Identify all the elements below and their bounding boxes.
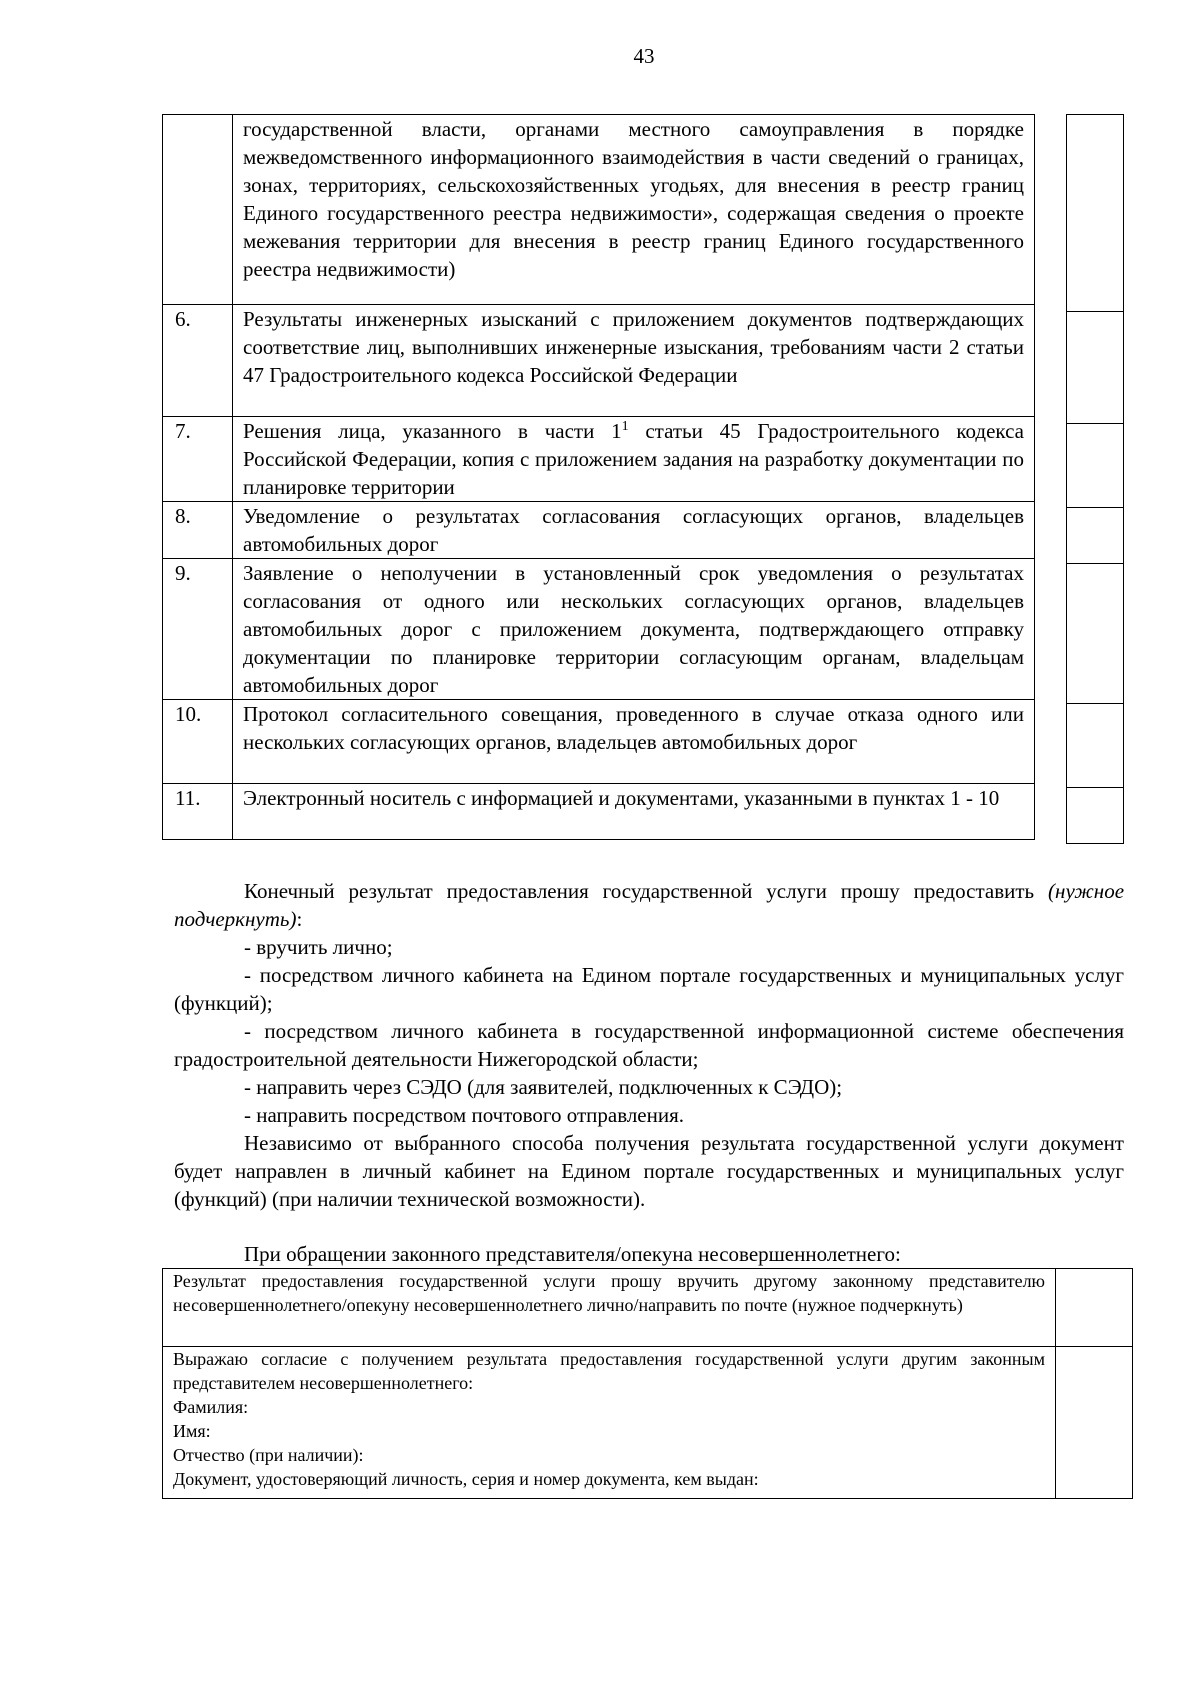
patronymic-label: Отчество (при наличии): — [173, 1445, 364, 1465]
table-row — [163, 305, 1035, 417]
result-intro-colon: : — [296, 907, 303, 931]
row-text — [233, 417, 1035, 502]
superscript: 1 — [621, 419, 629, 434]
row-text-part: Решения лица, указанного в части 1 — [243, 419, 622, 443]
representative-consent-checkbox[interactable] — [1056, 1347, 1133, 1499]
table-row — [163, 559, 1035, 700]
representative-delivery-checkbox[interactable] — [1056, 1269, 1133, 1347]
checkbox-cell[interactable] — [1066, 114, 1124, 312]
result-option: - вручить лично; — [244, 935, 393, 959]
table-row — [163, 784, 1035, 840]
table-row — [163, 417, 1035, 502]
row-number: 7. — [163, 417, 233, 502]
table-row — [163, 115, 1035, 305]
row-number: 8. — [163, 502, 233, 559]
table-row — [163, 502, 1035, 559]
result-option: - направить через СЭДО (для заявителей, подключенных к СЭДО); — [244, 1075, 843, 1099]
surname-label: Фамилия: — [173, 1397, 249, 1417]
row-text: Протокол согласительного совещания, проведенного в случае отказа одного или нескольких согласующих органов, владельцев автомобильных дорог — [233, 700, 1035, 784]
result-option: - посредством личного кабинета на Едином портале государственных и муниципальных услуг (функций); — [174, 963, 1124, 1015]
result-note: Независимо от выбранного способа получения результата государственной услуги документ будет направлен в личный кабинет на Едином портале государственных и муниципальных услуг (функций) (при наличии технической возможности). — [174, 1131, 1124, 1211]
row-text: государственной власти, органами местного самоуправления в порядке межведомственного информационного взаимодействия в части сведений о границах, зонах, территориях, сельскохозяйственных угодьях, для внесения в реестр границ Единого государственного реестра недвижимости», содержащая сведения о проекте межевания территории для внесения в реестр границ Единого государственного реестра недвижимости) — [233, 115, 1035, 305]
checkbox-cell[interactable] — [1066, 423, 1124, 508]
representative-heading: При обращении законного представителя/опекуна несовершеннолетнего: — [244, 1242, 901, 1266]
consent-text: Выражаю согласие с получением результата предоставления государственной услуги другим законным представителем несовершеннолетнего: — [173, 1349, 1045, 1393]
row-text-part: статьи 45 Градостроительного кодекса Российской Федерации, копия с приложением задания на разработку документации по планировке территории — [243, 419, 1024, 499]
table-row — [163, 1347, 1133, 1499]
checkbox-cell[interactable] — [1066, 703, 1124, 788]
row-text: Результаты инженерных изысканий с приложением документов подтверждающих соответствие лиц, выполнивших инженерные изыскания, требованиям части 2 статьи 47 Градостроительного кодекса Российской Федерации — [233, 305, 1035, 417]
checkbox-cell[interactable] — [1066, 787, 1124, 844]
row-text: Уведомление о результатах согласования согласующих органов, владельцев автомобильных дорог — [233, 502, 1035, 559]
table-row — [163, 1269, 1133, 1347]
row-number — [163, 115, 233, 305]
documents-table — [162, 114, 1035, 840]
row-number: 9. — [163, 559, 233, 700]
row-number: 11. — [163, 784, 233, 840]
page-number: 43 — [633, 44, 655, 68]
name-label: Имя: — [173, 1421, 211, 1441]
row-text: Электронный носитель с информацией и документами, указанными в пунктах 1 - 10 — [233, 784, 1035, 840]
row-number: 10. — [163, 700, 233, 784]
checkbox-column — [1066, 114, 1124, 844]
checkbox-cell[interactable] — [1066, 507, 1124, 564]
id-document-label: Документ, удостоверяющий личность, серия и номер документа, кем выдан: — [173, 1469, 759, 1489]
row-number: 6. — [163, 305, 233, 417]
result-option: - посредством личного кабинета в государственной информационной системе обеспечения градостроительной деятельности Нижегородской области; — [174, 1019, 1124, 1071]
representative-consent-cell — [163, 1347, 1056, 1499]
result-intro — [174, 877, 1124, 933]
result-intro-note: (нужное подчеркнуть) — [174, 879, 1125, 931]
representative-table — [162, 1268, 1133, 1499]
table-row — [163, 700, 1035, 784]
row-text: Заявление о неполучении в установленный срок уведомления о результатах согласования от одного или нескольких согласующих органов, владельцев автомобильных дорог с приложением документа, подтверждающего отправку документации по планировке территории согласующим органам, владельцам автомобильных дорог — [233, 559, 1035, 700]
representative-delivery-text: Результат предоставления государственной услуги прошу вручить другому законному представителю несовершеннолетнего/опекуну несовершеннолетнего лично/направить по почте (нужное подчеркнуть) — [163, 1269, 1056, 1347]
checkbox-cell[interactable] — [1066, 311, 1124, 424]
result-section — [174, 877, 1124, 1213]
result-intro-text: Конечный результат предоставления государственной услуги прошу предоставить — [244, 879, 1035, 903]
checkbox-cell[interactable] — [1066, 563, 1124, 704]
result-option: - направить посредством почтового отправления. — [244, 1103, 685, 1127]
